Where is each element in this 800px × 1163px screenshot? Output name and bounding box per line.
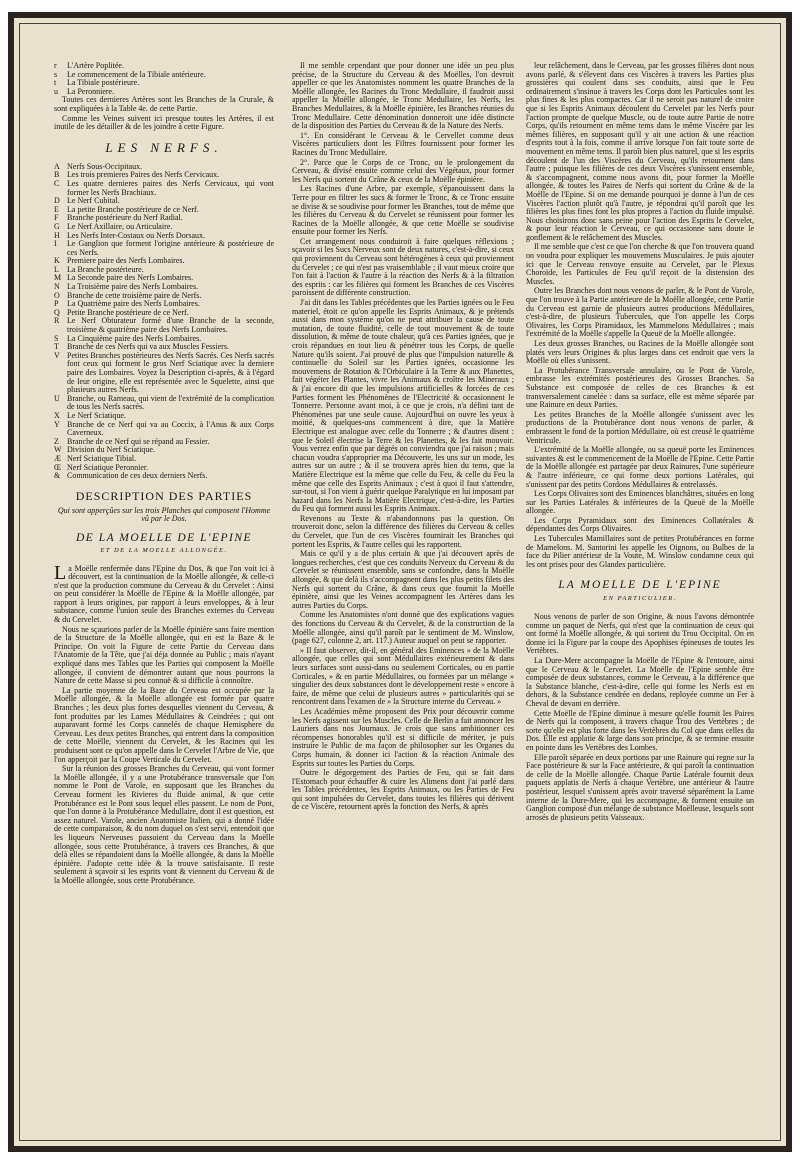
paragraph: Les petites Branches de la Moëlle allongée s'unissent avec les productions de la Protubérance dont nous venons de parler, & embrassent le fond de la portion Médullaire, où est creusé le quatrième Ventricule. xyxy=(526,409,754,445)
nerf-legend-item xyxy=(54,421,274,438)
moelle-allongee-text xyxy=(526,62,754,569)
legend-key: I xyxy=(54,239,57,249)
paragraph: La Protubérance Transversale annulaire, ou le Pont de Varole, embrasse les extrémités postérieures des Grosses Branches. Sa Substance est composée de celles de ces Branches & est transversalement canelée : dans sa surface, elle est même séparée par une Rainure en deux Parties. xyxy=(526,365,754,410)
legend-text: Petite Branche postérieure de ce Nerf. xyxy=(67,307,189,317)
paragraph: Sur la réunion des grosses Branches du Cerveau, qui vont former la Moëlle allongée, il y a une Protubérance transversale que l'on nomme le Pont de Varole, en supposant que les Branches du Cerveau forment les Rivieres du fluide animal, & que cette Protubérance est le Pont sous lequel elles passent. Le nom de Pont, que l'on donne à la Protubérance Medullaire, dont il est question, est assez naturel. Varole, ancien Anatomiste Italien, qui a donné l'idée de cette comparaison, & du nom duquel on s'est servi, entendoit que les liqueurs Nerveuses passoient du Cerveau dans la Moëlle allongée, sous cette Protubérance, à travers ces Branches, & que delà elles se répandoient dans la Moëlle allongée, & dans la Moëlle épinière. J'adopte cette idée & la trouve satisfaisante. Il reste seulement à sçavoir si les esprits vont & viennent du Cerveau & de la Moëlle allongée, sous cette Protubérance. xyxy=(54,764,274,885)
description-heading: DESCRIPTION DES PARTIES xyxy=(75,488,253,503)
legend-text: Nerfs Sous-Occipitaux. xyxy=(67,161,143,171)
paragraph: Les Académies même proposent des Prix pour découvrir comme les Nerfs agissent sur les Muscles. Celle de Berlin a fait annoncer les Lauriers dans nos Journaux. Je crois que sans ambitionner ces récompenses honorables qu'il est si difficile de mériter, je puis instruire le Public de ma façon de philosopher sur les Organes du Corps humain, & donner ici l'action & la réaction Animale des Esprits sur toutes les Parties du Corps. xyxy=(292,706,514,768)
nerf-legend-item xyxy=(54,180,274,197)
legend-text: La Quatrième paire des Nerfs Lombaires. xyxy=(67,299,200,309)
legend-text: Le Nerf Cubital. xyxy=(67,196,120,206)
paragraph: J'ai dit dans les Tables précédentes que les Parties ignées ou le Feu materiel, étoit ce qu'on appelle les Esprits Animaux, & je prétends aussi dans mon système qu'on ne peut attribuer la cause de toute mutation, de toute fluidité, celle de tout mouvement & de toute dissolution, & même de toute chaleur, qu'à ces Parties ignées, que je crois répandues en tout lieu & pénétrer tous les Corps, de quelle Nature qu'ils soient. J'ai prouvé de plus que l'impulsion naturelle & continuelle du Soleil sur les Parties ignées, occasionne les mouvemens de Rotation & l'Orbiculaire à la Terre & aux Planettes, fait végéter les Plantes, vivre les Animaux & croître les Mineraux ; & j'ai encore dit que les impulsions artificielles & forcées de ces Parties forment les Phénomènes de l'Electricité & occasionnent le Tonnerre. Personne avant moi, à ce que je crois, n'a défini tant de Phénomènes par une seule cause. Aujourd'hui on ouvre les yeux à moitié, & quelques-uns commencent à dire, que la Matière Electrique est analogue avec celle du Tonnerre ; & d'autres disent : que le Soleil électrise la Terre & les Planettes, & les fait mouvoir. Vous verrez enfin que par dégrés on conviendra que j'ai raison ; mais chacun voudra s'approprier ma Découverte, les uns sur un mode, les autres sur un autre ; & il se trouvera après bien du tems, que la Matière Electrique est la même que celle du Feu, & celle du Feu la même que celle des Esprits Animaux ; c'est à quoi il faut s'attendre, sur-tout, si l'on vient à guérir quelque Paralytique en lui imposant par hazard dans les Nerfs la Matière Electrique, c'est-à-dire, les Parties du Feu qui forment aussi les Esprits Animaux. xyxy=(292,298,514,514)
legend-key: Q xyxy=(54,307,60,317)
paragraph: La Dure-Mere accompagne la Moëlle de l'Epine & l'entoure, ainsi que le Cerveau & le Cervelet. La Moëlle de l'Epine semble être composée de deux substances, comme le Cerveau, à la différence que la Substance blanche, c'est-à-dire, celle qui forme les Nerfs est en dehors, & la Substance cendrée en dedans, reployée comme un Fer à Cheval de devant en derrière. xyxy=(526,656,754,708)
moelle-epine-heading: LA MOELLE DE L'EPINE xyxy=(558,579,722,592)
paragraph: Les Corps Pyramidaux sont des Eminences Collatérales & dépendantes des Corps Olivaires. xyxy=(526,515,754,534)
engraved-page xyxy=(8,12,792,1152)
moelle-epine-text xyxy=(526,613,754,822)
paragraph: La Moëlle renfermée dans l'Epine du Dos, & que l'on voit ici à découvert, est la continuation de la Moëlle allongée, & celle-ci n'est que la production commune du Cerveau & du Cervelet : Ainsi on peut considérer la Moëlle de l'Epine & la Moëlle allongée, par rapport à leurs origines, par rapport à leurs enveloppes, & à leur substance, comme l'union seule des Branches externes du Cerveau & du Cervelet. xyxy=(54,561,274,625)
legend-text: La petite Branche postérieure de ce Nerf. xyxy=(67,204,199,214)
legend-text: Le Nerf Sciatique. xyxy=(67,410,126,420)
legend-key: & xyxy=(54,471,61,481)
legend-text: Nerf Sciatique Tibial. xyxy=(67,453,137,463)
legend-key: K xyxy=(54,256,60,266)
legend-text: Le commencement de la Tibiale antérieure. xyxy=(67,69,206,79)
paragraph: Cette Moëlle de l'Epine diminue à mesure qu'elle fournit les Paires de Nerfs qui la composent, à travers chaque Trou des Vertèbres ; de sorte qu'elle est plus forte dans les Vertèbres du Col que dans celles du Dos. Elle est applatie & large dans son principe, & se termine ensuite en pointe dans les Vertèbres des Lombes. xyxy=(526,708,754,752)
paragraph: Nous venons de parler de son Origine, & nous l'avons démontrée comme un paquet de Nerfs, qui n'est que la continuation de ceux qui ont formé la Moëlle allongée, & qui sortent du Trou Occipital. On en donne ici la Figure par la coupe des Apophises épineuses de toutes les Vertèbres. xyxy=(526,612,754,656)
legend-key: M xyxy=(54,273,62,283)
legend-key: N xyxy=(54,282,60,292)
moelle-text xyxy=(54,561,274,886)
legend-key: L xyxy=(54,264,59,274)
legend-text: L'Artère Poplitée. xyxy=(67,62,124,70)
legend-key: B xyxy=(54,170,60,180)
legend-text: Communication de ces deux derniers Nerfs. xyxy=(67,471,208,481)
artery-note: Toutes ces dernieres Artères sont les Branches de la Crurale, & sont expliquées à la Table 4e. de cette Partie. xyxy=(54,95,274,113)
legend-text: Le Ganglion que forment l'origine antérieure & postérieure de ces Nerfs. xyxy=(67,239,274,257)
legend-text: Branche de ces Nerfs qui va aux Muscles Fessiers. xyxy=(67,342,229,352)
legend-key: G xyxy=(54,221,60,231)
moelle-heading: DE LA MOELLE DE L'EPINE xyxy=(75,531,253,544)
nerf-legend-item xyxy=(54,395,274,412)
paragraph: Outre le dégorgement des Parties de Feu, qui se fait dans l'Estomach pour échauffer & cuire les Alimens dont j'ai parlé dans les Tables précédentes, les Esprits Animaux, ou les Parties de Feu qui sont impulsées du Cervelet, dans toutes les filières qui dérivent de ce Viscère, retournent après la fonction des Nerfs, & après xyxy=(292,768,514,812)
legend-key: Y xyxy=(54,419,60,429)
paragraph: Cet arrangement nous conduiroit à faire quelques réflexions ; sçavoir si les Sucs Nerveux sont de deux natures, c'est-à-dire, si ceux qui proviennent du Cerveau sont hétérogènes à ceux qui proviennent du Cervelet ; ce qui n'est pas vraisemblable ; il vaut mieux croire que l'on fait à l'action & l'autre à la réaction des Nerfs & à la filtration des esprits : car les filières qui forment les Branches de ces Viscères paroissent de différente construction. xyxy=(292,236,514,298)
nerf-legend-item xyxy=(54,240,274,257)
legend-text: La Seconde paire des Nerfs Lombaires. xyxy=(67,273,194,283)
legend-text: Premiere paire des Nerfs Lombaires. xyxy=(67,256,185,266)
paragraph: Il me semble que c'est ce que l'on cherche & que l'on trouvera quand on voudra pour expliquer les mouvemens Musculaires. Je puis ajouter ici que le Cerveau renvoye ensuite au Cervelet, par le Plexus Choroïde, les Particules de Feu qu'il reçoit de la distension des Muscles. xyxy=(526,242,754,286)
legend-text: Branche, ou Rameau, qui vient de l'extrémité de la complication de tous les Nerfs sacrés. xyxy=(67,393,274,412)
legend-text: Les Nerfs Inter-Costaux ou Nerfs Dorsaux. xyxy=(67,230,206,240)
paragraph: Les Racines d'une Arbre, par exemple, s'épanouissent dans la Terre pour en filtrer les sucs & former le Tronc, & ce Tronc ensuite se divise & se soudivise pour former les Branches, tout de même que les filières du Cerveau & du Cervelet se réunissent pour former les Racines de la Moëlle allongée, & que cette Moëlle se soudivise ensuite pour former les Nerfs. xyxy=(292,184,514,237)
paragraph: Il me semble cependant que pour donner une idée un peu plus précise, de la Structure du Cerveau & des Moëlles, l'on devroit appeller ce que les Anatomistes nomment les quatre Branches de la Moëlle allongée, les Racines du Tronc Medullaire, il faudroit aussi appeller la Moëlle allongée, le Tronc Medullaire, les Nerfs, les Branches Medullaires, & la Moëlle épinière, les Branches réunies du Tronc Medullaire. Cette dénomination donneroit une idée distincte de la disposition des Parties du Cerveau & de la Nature des Nerfs. xyxy=(292,62,514,131)
paragraph: Outre les Branches dont nous venons de parler, & le Pont de Varole, que l'on trouve à la Partie antérieure de la Moëlle allongée, cette Partie du Cerveau est garnie de plusieurs autres productions Médullaires, c'est-à-dire, de plusieurs Tubercules, que l'on appelle les Corps Olivaires, les Corps Piramidaux, les Mammelons Médullaires ; mais l'extrémité de la Moëlle s'appelle la Queuë de la Moëlle allongée. xyxy=(526,286,754,339)
legend-key: W xyxy=(54,445,62,455)
legend-key: C xyxy=(54,178,60,188)
paragraph: La partie moyenne de la Baze du Cerveau est occupée par la Moëlle allongée, & la Moëlle allongée est formée par quatre Branches ; les deux plus fortes desquelles viennent du Cerveau, & font produites par les Lames Médullaires & Ceindrées ; qui ont auparavant formé les Corps cannelés de chaque Hemisphere du Cerveau. Les deux petites Branches, qui entrent dans la composition de cette Moëlle, viennent du Cervelet, & les Racines qui les produisent sont ce qu'on appelle dans le Cervelet l'Arbre de Vie, que l'on apperçoit par la Coupe Verticale du Cervelet. xyxy=(54,685,274,764)
paragraph: Nous ne sçaurions parler de la Moëlle épinière sans faire mention de la Structure de la Moëlle allongée, qui en est la Baze & le Principe. On voit la Figure de cette Partie du Cerveau dans l'Anatomie de la Tête, que j'ai déja donnée au Public ; mais n'ayant expliqué dans mes Tables que les Parties qui composent la Moëlle allongée, il convient de démontrer autant que nous pourrons la Nature de cette Masse si peu connuë & si difficile à connoître. xyxy=(54,624,274,686)
paragraph: Mais ce qu'il y a de plus certain & que j'ai découvert après de longues recherches, c'est que ces conduits Nerveux du Cerveau & du Cervelet se réunissent ensemble, sans se confondre, dans la Moëlle allongée, & que delà ils s'accompagnent dans les plus petits filets des Nerfs qui sortent du Crâne, & dans ceux que fournit la Moëlle épinière, ainsi que les Veines accompagnent les Artères dans les autres Parties du Corps. xyxy=(292,549,514,610)
column-right xyxy=(526,62,754,823)
legend-key: Z xyxy=(54,436,59,446)
legend-text: La Peronniere. xyxy=(67,86,115,96)
legend-key: U xyxy=(54,393,60,403)
legend-text: La Branche postérieure. xyxy=(67,264,144,274)
paragraph: 1°. En considérant le Cerveau & le Cervellet comme deux Viscères particuliers dont les Filtres fournissent pour former les Racines du Tronc Medullaire. xyxy=(292,130,514,157)
moelle-epine-subheading: EN PARTICULIER. xyxy=(603,595,677,603)
paragraph: Les Corps Olivaires sont des Eminences blanchâtres, situées en long sur les Parties Latérales & inférieures de la Queuë de la Moëlle allongée. xyxy=(526,489,754,516)
legend-text: Petites Branches postérieures des Nerfs Sacrés. Ces Nerfs sacrés font ceux qui forment le gros Nerf Sciatique avec la derniere paire des Lombaires. Voyez la Description ci-après, & à l'égard de leur origine, elle est représentée avec le Squelette, ainsi que plusieurs autres Nerfs. xyxy=(67,350,274,395)
legend-text: Branche de cette troisième paire de Nerfs. xyxy=(67,290,202,300)
paragraph: Les deux grosses Branches, ou Racines de la Moëlle allongée sont platés vers leurs Origines & plus larges dans cet endroit que vers la Moëlle où elles s'unissent. xyxy=(526,339,754,366)
legend-key: u xyxy=(54,86,58,96)
legend-key: Œ xyxy=(54,462,62,472)
legend-text: Branche de ce Nerf qui se répand au Fessier. xyxy=(67,436,210,446)
legend-key: E xyxy=(54,204,59,214)
legend-key: H xyxy=(54,230,60,240)
nerf-legend-item xyxy=(54,472,274,481)
legend-text: Division du Nerf Sciatique. xyxy=(67,445,155,455)
legend-key: R xyxy=(54,316,60,326)
legend-text: La Troisième paire des Nerfs Lombaires. xyxy=(67,282,199,292)
legend-key: t xyxy=(54,78,57,88)
paragraph: 2°. Parce que le Corps de ce Tronc, ou le prolongement du Cerveau, & divisé ensuite comme celui des Végétaux, pour former les Nerfs qui sortent du Crâne & ceux de la Moëlle épinière. xyxy=(292,157,514,184)
legend-text: Branche postérieure du Nerf Radial. xyxy=(67,213,183,223)
artery-legend xyxy=(54,62,274,96)
legend-text: Les trois premieres Paires des Nerfs Cervicaux. xyxy=(67,170,220,180)
vein-note: Comme les Veines suivent ici presque toutes les Artères, il est inutile de les détailler & de les joindre à cette Figure. xyxy=(54,113,274,132)
paragraph: Les Tubercules Mamillaires sont de petites Protubérances en forme de Mamelons. M. Santorini les appelle les Oignons, ou Bulbes de la face du Pilier antérieur de la Voute, M. Winslow condamne ceux qui les ont prises pour des Glandes particulière. xyxy=(526,534,754,569)
legend-key: X xyxy=(54,410,60,420)
legend-text: Le Nerf Obturateur formé d'une Branche de la seconde, troisième & quatrième paire des Nerfs Lombaires. xyxy=(67,316,274,335)
legend-key: D xyxy=(54,196,60,206)
nerf-legend-item xyxy=(54,352,274,395)
legend-text: La Cinquième paire des Nerfs Lombaires. xyxy=(67,333,202,343)
legend-key: r xyxy=(54,62,57,70)
legend-key: O xyxy=(54,290,60,300)
legend-text: Nerf Sciatique Peronnier. xyxy=(67,462,149,472)
legend-key: A xyxy=(54,161,60,171)
paragraph: L'extrémité de la Moëlle allongée, ou sa queuë porte les Eminences suivantes & est le commencement de la Moëlle de l'Epine. Cette Partie de la Moëlle allongée est partagée par deux Rainures, l'une supérieure & l'autre inférieure, ce qui forme deux portions Latérales, qui s'unissent par des petits Cordons Médullaires & entrelassés. xyxy=(526,445,754,489)
moelle-subheading: ET DE LA MOELLE ALLONGÉE. xyxy=(100,546,228,554)
paragraph: » Il faut observer, dit-il, en général des Eminences » de la Moëlle allongée, que celles qui sont Médullaires extérieurement & dans leurs surfaces sont aussi-dans ou seulement Corticales, ou en partie Corticales, » & en partie Médullaires, ou formées par un mélange » singulier des deux substances dont le développement reste » encore à faire, de même que celui de plusieurs autres » particularités qui se rencontrent dans l'examen de » la Structure interne du Cerveau. » xyxy=(292,645,514,707)
paragraph: leur relâchement, dans le Cerveau, par les grosses filières dont nous avons parlé, & s'élevent dans ces Viscères à travers les Parties plus grossières qui coulent dans ses conduits, ainsi que le Feu ordinairement s'insinue à travers les Corps dont les Particules sont les plus fines & les plus compactes. Car il ne seroit pas naturel de croire que si les Esprits Animaux découlent du Cervelet par les Nerfs pour l'action prompte de quelque Muscle, ou de toute autre Partie de notre Corps, qu'ils retournent en même tems dans le même Viscère par les mêmes filières, en supposant qu'il y ait une action & une réaction d'esprits tout à la fois, comme il arrive lorsque l'on fait toute sorte de mouvement en même tems. Il paroît bien plus naturel, que si les esprits découlent de l'un des Viscères du Cerveau, qu'ils retournent dans l'autre ; puisque les filières de ces deux Viscères s'unissent ensemble, & s'accompagnent, comme nous avons dit, pour former la Moëlle allongée, & toutes les Paires de Nerfs qui sortent du Crâne & de la Moëlle de l'Epine. Si on me demande pourquoi je donne à l'un de ces Viscères l'action plutôt qu'à l'autre, je répondrai qu'il paroît que les filières les plus fines font les plus propres à l'action du fluide impulsé. Nous choisirons donc sans peine pour l'action des Esprits le Cervelet, & pour leur réaction le Cerveau, ce qui occasionne sans doute le gonflement & le relâchement des Muscles. xyxy=(526,62,754,242)
legend-text: Les quatre dernieres paires des Nerfs Cervicaux, qui vont former les Nerfs Brachiaux. xyxy=(67,178,274,197)
legend-key: s xyxy=(54,69,58,79)
legend-key: S xyxy=(54,333,59,343)
column-left xyxy=(54,62,274,886)
nerfs-legend xyxy=(54,163,274,481)
legend-key: Æ xyxy=(54,453,62,463)
description-subtitle: Qui sont apperçûes sur les trois Planches qui composent l'Homme vû par le Dos. xyxy=(57,505,271,524)
legend-text: Branche de ce Nerf qui va au Coccix, à l'Anus & aux Corps Caverneux. xyxy=(67,419,274,438)
legend-text: Le Nerf Axillaire, ou Articulaire. xyxy=(67,221,173,231)
nerfs-heading: LES NERFS. xyxy=(105,139,223,155)
column-middle xyxy=(292,62,514,813)
nerf-legend-item xyxy=(54,317,274,334)
paragraph: Revenons au Texte & n'abandonnons pas la question. On trouveroit donc, selon la différence des filières du Cerveau & celles du Cervelet, que l'un de ces Viscères fournirait les Branches qui portent les Esprits, & l'autre celles qui les rapportent. xyxy=(292,513,514,549)
legend-key: P xyxy=(54,299,59,309)
legend-key: V xyxy=(54,350,60,360)
paragraph: Elle paroît séparée en deux portions par une Rainure qui regne sur la Face postérieure & sur la Face antérieure, & qui paroît la continuation de celle de la Moëlle allongée. Chaque Partie Latérale fournit deux paquets applatis de Nerfs à chaque Vertèbre, une antérieur & l'autre postérieur, lesquel s'unissent après avoir traversé séparément la Lame interne de la Dure-Mere, qui les accompagne, & forment ensuite un Ganglion composé d'un mélange de substance Moëlleuse, lesquels sont arrosés de plusieurs petits Vaisseaux. xyxy=(526,752,754,822)
legend-key: T xyxy=(54,342,59,352)
paragraph: Comme les Anatomistes n'ont donné que des explications vagues des fonctions du Cerveau & du Cervelet, & de la construction de la Moëlle allongée, ainsi qu'il paroît par le sentiment de M. Winslow, (page 627, colonne 2, art. 117.) Auteur auquel on peut se rapporter. xyxy=(292,610,514,646)
legend-text: La Tibiale postérieure. xyxy=(67,78,140,88)
legend-key: F xyxy=(54,213,59,223)
